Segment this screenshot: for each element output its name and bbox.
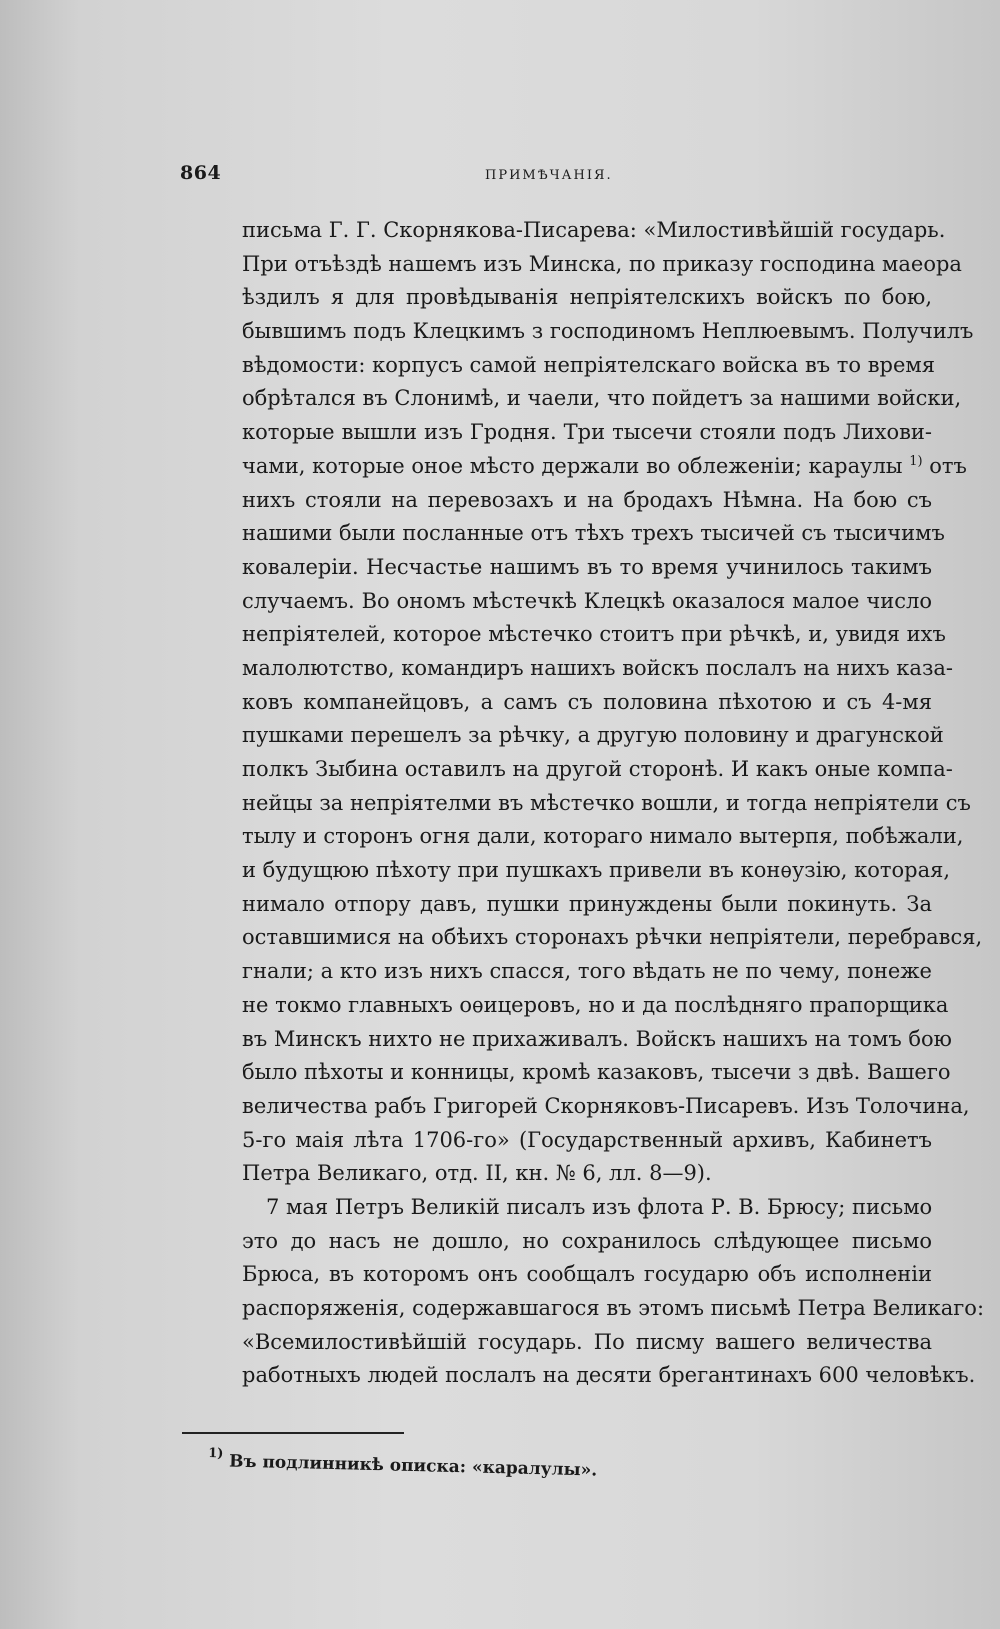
footnote-reference[interactable]: 1) bbox=[909, 453, 923, 469]
text-line: которые вышли изъ Гродня. Три тысечи стояли подъ Лихови- bbox=[242, 420, 932, 445]
text-line: это до насъ не дошло, но сохранилось слѣдующее письмо bbox=[242, 1228, 932, 1253]
body-text bbox=[242, 214, 985, 1393]
text-line: случаемъ. Во ономъ мѣстечкѣ Клецкѣ оказалося малое число bbox=[242, 588, 932, 613]
text-line: «Всемилостивѣйшій государь. По писму вашего величества bbox=[242, 1329, 932, 1354]
text-line-with-footnote-ref bbox=[242, 450, 967, 484]
text-line: нашими были посланные отъ тѣхъ трехъ тысичей съ тысичимъ bbox=[242, 521, 945, 546]
text-line: нейцы за непріятелми въ мѣстечко вошли, и тогда непріятели съ bbox=[242, 790, 971, 815]
text-line: величества рабъ Григорей Скорняковъ-Писаревъ. Изъ Толочина, bbox=[242, 1093, 970, 1118]
page-number: 864 bbox=[180, 162, 222, 184]
footnote-marker: 1) bbox=[208, 1446, 224, 1462]
text-line: тылу и сторонъ огня дали, котораго нимало вытерпя, побѣжали, bbox=[242, 824, 964, 849]
page-header bbox=[180, 162, 640, 192]
text-line: было пѣхоты и конницы, кромѣ казаковъ, тысечи з двѣ. Вашего bbox=[242, 1060, 951, 1085]
text-line: пушками перешелъ за рѣчку, а другую половину и драгунской bbox=[242, 723, 944, 748]
text-line: бывшимъ подъ Клецкимъ з господиномъ Неплюевымъ. Получилъ bbox=[242, 319, 974, 344]
text-line: нимало отпору давъ, пушки принуждены были покинуть. За bbox=[242, 891, 932, 916]
text-line: ѣздилъ я для провѣдыванія непріятелскихъ войскъ по бою, bbox=[242, 285, 932, 310]
footnote bbox=[208, 1446, 598, 1481]
text-line: вѣдомости: корпусъ самой непріятелскаго войска въ то время bbox=[242, 352, 936, 377]
text-line: непріятелей, которое мѣстечко стоитъ при рѣчкѣ, и, увидя ихъ bbox=[242, 622, 946, 647]
text-line: не токмо главныхъ оѳицеровъ, но и да послѣдняго прапорщика bbox=[242, 992, 949, 1017]
running-title: ПРИМѢЧАНІЯ. bbox=[485, 168, 613, 183]
text-line: гнали; а кто изъ нихъ спасся, того вѣдать не по чему, понеже bbox=[242, 959, 932, 984]
text-segment: чами, которые оное мѣсто держали во облеженіи; караулы bbox=[242, 453, 903, 478]
text-line: При отъѣздѣ нашемъ изъ Минска, по приказу господина маеора bbox=[242, 251, 962, 276]
text-line: 5-го маія лѣта 1706-го» (Государственный архивъ, Кабинетъ bbox=[242, 1127, 932, 1152]
text-line: Петра Великаго, отд. II, кн. № 6, лл. 8—9). bbox=[242, 1161, 712, 1186]
text-line: оставшимися на обѣихъ сторонахъ рѣчки непріятели, перебрався, bbox=[242, 925, 983, 950]
text-line: Брюса, въ которомъ онъ сообщалъ государю объ исполненіи bbox=[242, 1262, 932, 1287]
text-line: обрѣтался въ Слонимѣ, и чаели, что пойдетъ за нашими войски, bbox=[242, 386, 962, 411]
text-line: ковалеріи. Несчастье нашимъ въ то время учинилось такимъ bbox=[242, 554, 932, 579]
text-line: ковъ компанейцовъ, а самъ съ половина пѣхотою и съ 4-мя bbox=[242, 689, 932, 714]
paragraph-first-line: 7 мая Петръ Великій писалъ изъ флота Р. В. Брюсу; письмо bbox=[266, 1194, 933, 1219]
text-line: работныхъ людей послалъ на десяти брегантинахъ 600 человѣкъ. bbox=[242, 1363, 976, 1388]
footnote-text: Въ подлинникѣ описка: «каралулы». bbox=[228, 1451, 598, 1481]
footnote-divider bbox=[182, 1432, 404, 1434]
text-line: письма Г. Г. Скорнякова-Писарева: «Милостивѣйшій государь. bbox=[242, 218, 946, 242]
text-line: распоряженія, содержавшагося въ этомъ письмѣ Петра Великаго: bbox=[242, 1296, 985, 1320]
text-segment: отъ bbox=[929, 453, 967, 478]
text-line: полкъ Зыбина оставилъ на другой сторонѣ. И какъ оные компа- bbox=[242, 757, 953, 781]
text-line: нихъ стояли на перевозахъ и на бродахъ Нѣмна. На бою съ bbox=[242, 487, 932, 512]
text-line: въ Минскъ нихто не прихаживалъ. Войскъ нашихъ на томъ бою bbox=[242, 1026, 952, 1051]
text-line: малолютство, командиръ нашихъ войскъ послалъ на нихъ каза- bbox=[242, 655, 954, 680]
text-line: и будущюю пѣхоту при пушкахъ привели въ конѳузію, которая, bbox=[242, 858, 951, 883]
